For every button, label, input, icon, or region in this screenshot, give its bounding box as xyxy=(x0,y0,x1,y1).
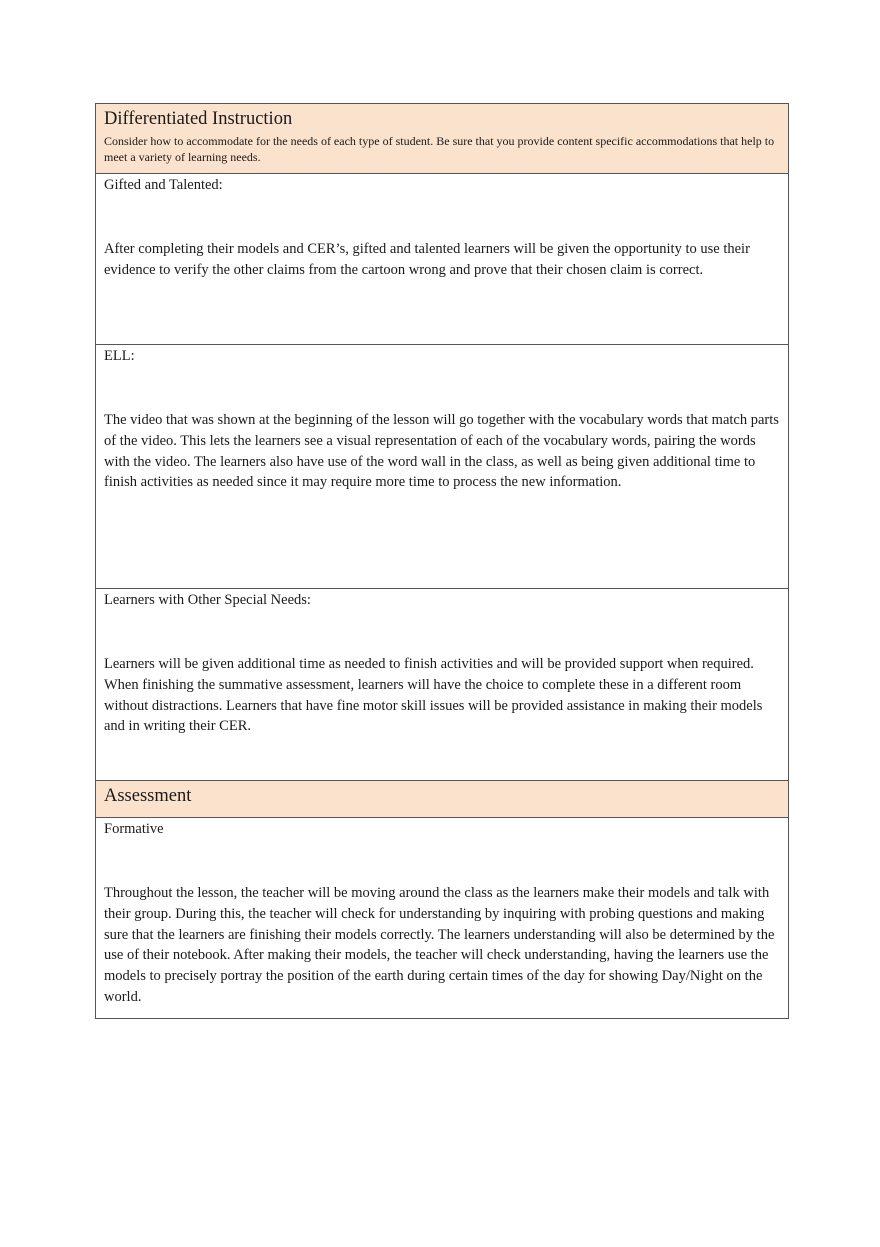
special-needs-section xyxy=(96,589,788,781)
formative-body: Throughout the lesson, the teacher will be moving around the class as the learners make their models and talk with their group. During this, the teacher will check for understanding by inquiring with probing questions and making sure that the learners are finishing their models correctly. The learners understanding will also be determined by the use of their notebook. After making their models, the teacher will check understanding, having the learners use the models to precisely portray the position of the earth during certain times of the day for showing Day/Night on the world. xyxy=(104,885,775,1005)
gifted-body: After completing their models and CER’s, gifted and talented learners will be given the opportunity to use their evidence to verify the other claims from the cartoon wrong and prove that their chosen claim is correct. xyxy=(104,241,750,278)
differentiated-instruction-title: Differentiated Instruction xyxy=(104,109,293,129)
gifted-label: Gifted and Talented: xyxy=(104,177,223,193)
assessment-title: Assessment xyxy=(104,786,192,806)
ell-body: The video that was shown at the beginning of the lesson will go together with the vocabulary words that match parts of the video. This lets the learners see a visual representation of each of the vocabulary words, pairing the words with the video. The learners also have use of the word wall in the class, as well as being given additional time to finish activities as needed since it may require more time to process the new information. xyxy=(104,412,779,491)
gifted-section xyxy=(96,174,788,345)
special-needs-body: Learners will be given additional time as needed to finish activities and will be provided support when required. When finishing the summative assessment, learners will have the choice to complete these in a different room without distractions. Learners that have fine motor skill issues will be provided assistance in making their models and in writing their CER. xyxy=(104,656,763,735)
formative-section xyxy=(96,818,788,1018)
assessment-header xyxy=(96,781,788,818)
ell-section xyxy=(96,345,788,589)
differentiated-instruction-header xyxy=(96,104,788,174)
ell-label: ELL: xyxy=(104,348,135,364)
special-needs-label: Learners with Other Special Needs: xyxy=(104,592,311,608)
differentiated-instruction-subtitle: Consider how to accommodate for the needs of each type of student. Be sure that you provide content specific accommodations that help to meet a variety of learning needs. xyxy=(104,134,775,164)
lesson-plan-table xyxy=(95,103,789,1019)
formative-label: Formative xyxy=(104,821,164,837)
